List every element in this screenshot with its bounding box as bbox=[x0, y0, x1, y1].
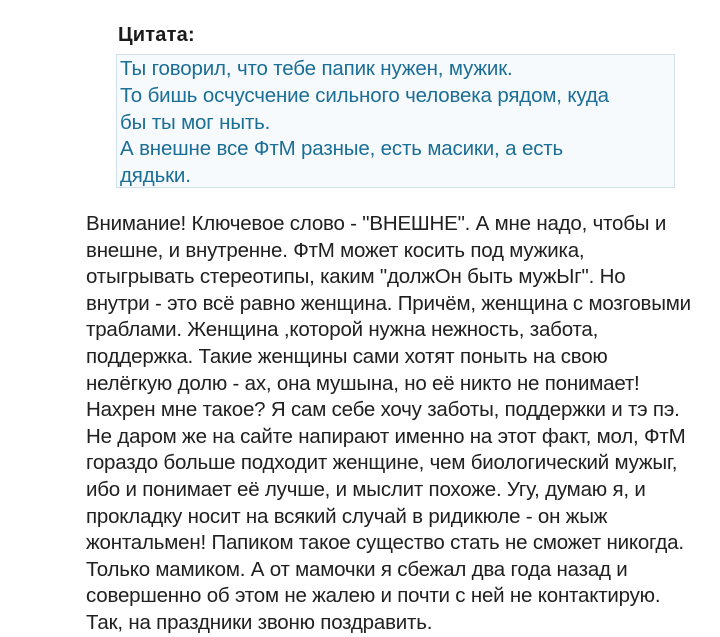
message-line: прокладку носит на всякий случай в ридикюле - он жыж bbox=[86, 504, 608, 528]
quote-line: Ты говорил, что тебе папик нужен, мужик. bbox=[120, 57, 513, 80]
message-line: совершенно об этом не жалею и почти с ней не контактирую. bbox=[86, 584, 661, 608]
message-line: траблами. Женщина ,которой нужна нежность, забота, bbox=[86, 318, 599, 342]
message-line: поддержка. Такие женщины сами хотят поныть на свою bbox=[86, 344, 608, 368]
message-line: Внимание! Ключевое слово - "ВНЕШНЕ". А мне надо, чтобы и bbox=[86, 212, 667, 235]
message-line: нелёгкую долю - ах, она мушына, но её никто не понимает! bbox=[86, 371, 640, 395]
message-line: Так, на праздники звоню поздравить. bbox=[86, 610, 433, 634]
post-message bbox=[86, 211, 716, 637]
message-line: внешне, и внутренне. ФтМ может косить под мужика, bbox=[86, 238, 585, 262]
message-line: жонтальмен! Папиком такое существо стать не сможет никогда. bbox=[86, 531, 684, 555]
message-line: Не даром же на сайте напирают именно на этот факт, мол, ФтМ bbox=[86, 424, 686, 448]
message-line: внутри - это всё равно женщина. Причём, женщина с мозговыми bbox=[86, 291, 691, 315]
message-line: отыгрывать стереотипы, каким "должОн быть мужЫг". Но bbox=[86, 265, 626, 289]
message-line: Только мамиком. А от мамочки я сбежал два года назад и bbox=[86, 557, 628, 581]
quote-block bbox=[116, 54, 675, 188]
quote-line: бы ты мог ныть. bbox=[120, 110, 271, 134]
message-line: Нахрен мне такое? Я сам себе хочу заботы, поддержки и тэ пэ. bbox=[86, 398, 680, 422]
message-line: гораздо больше подходит женщине, чем биологический мужыг, bbox=[86, 451, 678, 475]
quote-header: Цитата: bbox=[118, 24, 195, 46]
quote-line: То бишь осчусчение сильного человека рядом, куда bbox=[120, 83, 609, 107]
message-line: ибо и понимает её лучше, и мыслит похоже. Угу, думаю я, и bbox=[86, 477, 646, 501]
quote-line: дядьки. bbox=[120, 164, 191, 188]
quote-line: А внешне все ФтМ разные, есть масики, а есть bbox=[120, 137, 564, 161]
